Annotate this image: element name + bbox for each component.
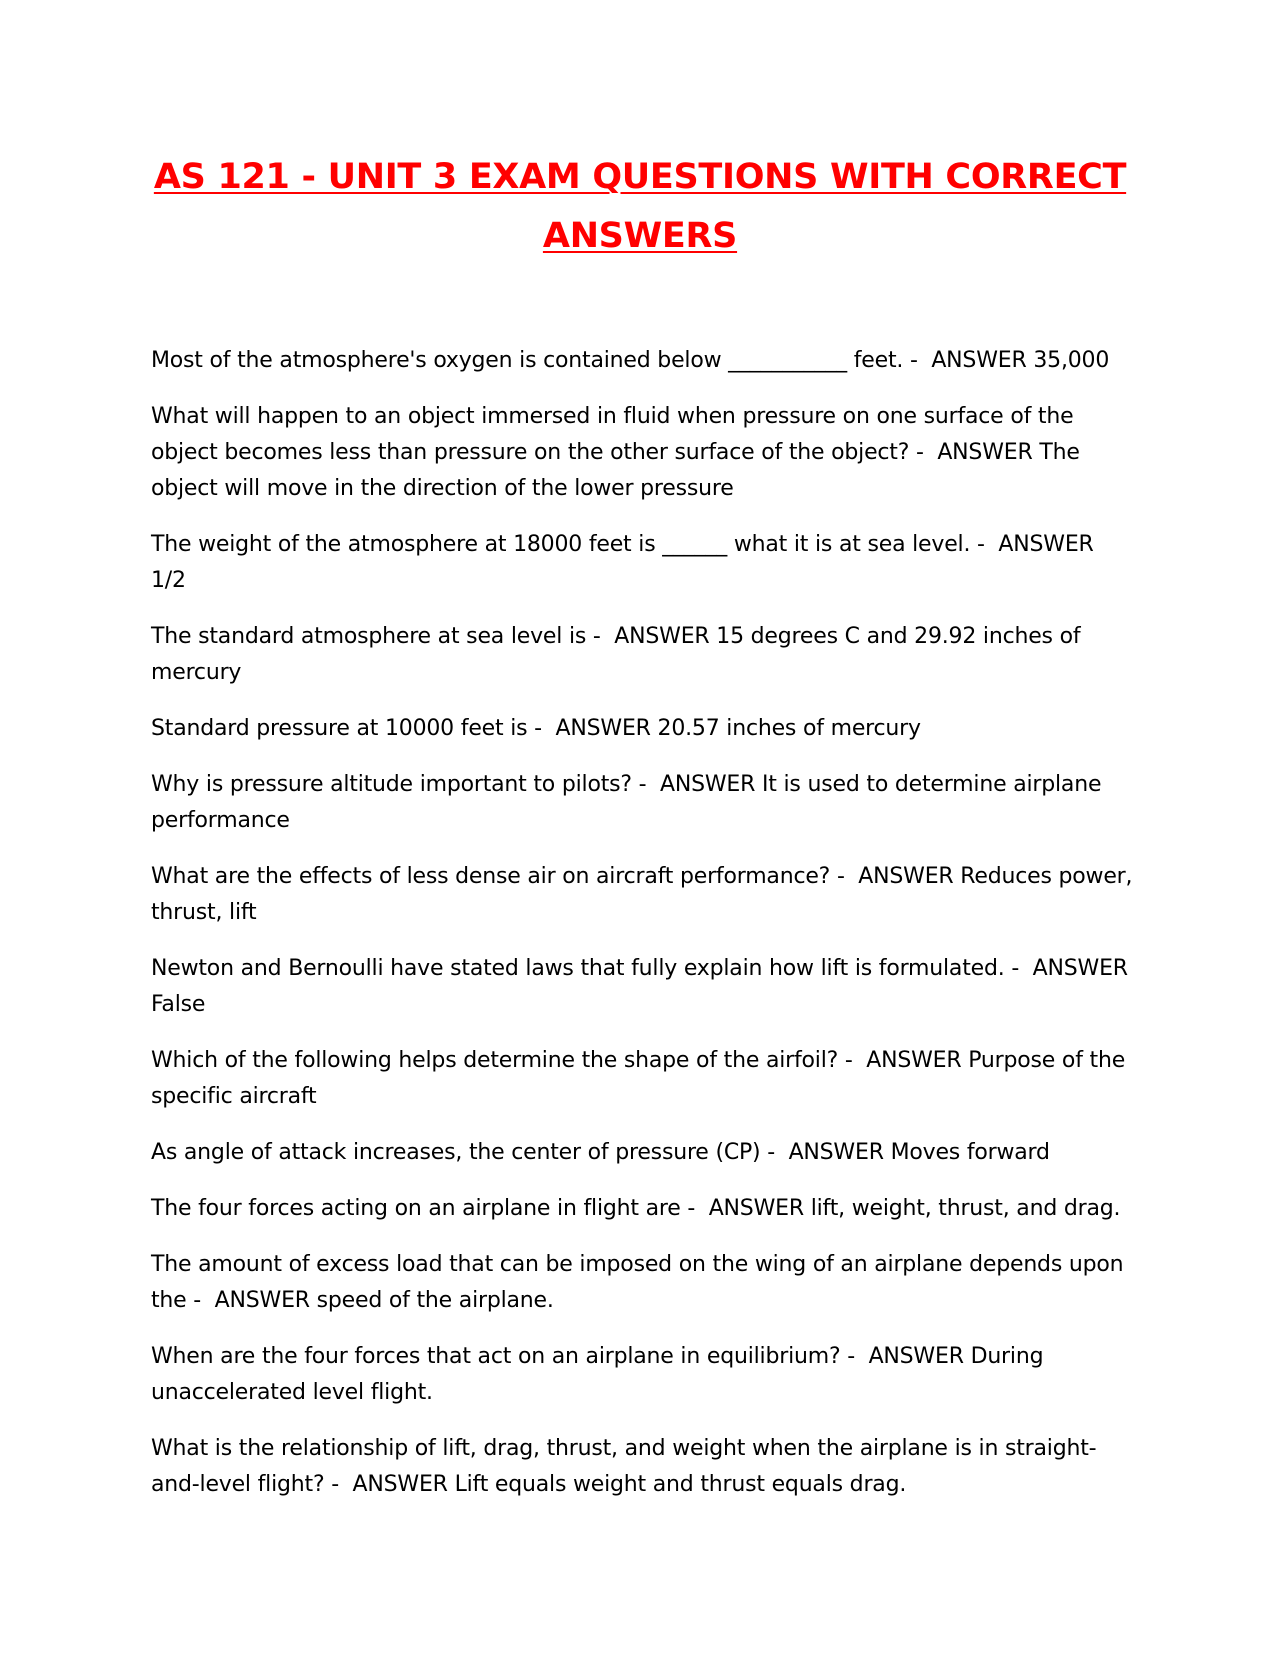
answer-text: During unaccelerated level flight.: [151, 1344, 1044, 1405]
answer-label: ANSWER: [866, 1048, 962, 1073]
question-text: Standard pressure at 10000 feet is -: [151, 716, 542, 741]
qa-item: [151, 711, 1133, 747]
qa-item: [151, 399, 1133, 507]
answer-label: ANSWER: [352, 1472, 448, 1497]
qa-item: [151, 1247, 1133, 1319]
answer-text: It is used to determine airplane performance: [151, 772, 1102, 833]
answer-label: ANSWER: [858, 864, 954, 889]
answer-label: ANSWER: [708, 1196, 804, 1221]
question-text: What is the relationship of lift, drag, thrust, and weight when the airplane is in straight-and-level flight? -: [151, 1436, 1097, 1497]
qa-item: [151, 1339, 1133, 1411]
answer-text: False: [151, 992, 206, 1017]
answer-label: ANSWER: [868, 1344, 964, 1369]
qa-item: [151, 619, 1133, 691]
answer-text: Reduces power, thrust, lift: [151, 864, 1133, 925]
question-text: Newton and Bernoulli have stated laws that fully explain how lift is formulated. -: [151, 956, 1020, 981]
answer-label: ANSWER: [937, 440, 1033, 465]
question-text: The amount of excess load that can be imposed on the wing of an airplane depends upon the -: [151, 1252, 1124, 1313]
question-text: The four forces acting on an airplane in flight are -: [151, 1196, 696, 1221]
qa-item: [151, 1043, 1133, 1115]
answer-text: Moves forward: [890, 1140, 1050, 1165]
question-text: What will happen to an object immersed in fluid when pressure on one surface of the object becomes less than pressure on the other surface of the object? -: [151, 404, 1074, 465]
qa-item: [151, 767, 1133, 839]
qa-item: [151, 859, 1133, 931]
answer-text: 15 degrees C and 29.92 inches of mercury: [151, 624, 1081, 685]
answer-label: ANSWER: [998, 532, 1094, 557]
answer-label: ANSWER: [660, 772, 756, 797]
question-text: Why is pressure altitude important to pilots? -: [151, 772, 647, 797]
answer-label: ANSWER: [788, 1140, 884, 1165]
question-text: Most of the atmosphere's oxygen is contained below ___________ feet. -: [151, 348, 918, 373]
answer-text: 20.57 inches of mercury: [657, 716, 921, 741]
qa-item: [151, 527, 1133, 599]
question-text: What are the effects of less dense air on aircraft performance? -: [151, 864, 845, 889]
question-text: The standard atmosphere at sea level is -: [151, 624, 601, 649]
answer-text: lift, weight, thrust, and drag.: [810, 1196, 1121, 1221]
answer-text: 1/2: [151, 568, 186, 593]
answer-text: 35,000: [1033, 348, 1110, 373]
document-title: AS 121 - UNIT 3 EXAM QUESTIONS WITH CORRECT ANSWERS: [153, 157, 1127, 256]
answer-label: ANSWER: [614, 624, 710, 649]
qa-list: [151, 343, 1133, 1523]
answer-label: ANSWER: [1032, 956, 1128, 981]
answer-text: Purpose of the specific aircraft: [151, 1048, 1126, 1109]
question-text: The weight of the atmosphere at 18000 feet is ______ what it is at sea level. -: [151, 532, 985, 557]
answer-label: ANSWER: [214, 1288, 310, 1313]
question-text: When are the four forces that act on an airplane in equilibrium? -: [151, 1344, 855, 1369]
question-text: As angle of attack increases, the center of pressure (CP) -: [151, 1140, 775, 1165]
qa-item: [151, 1431, 1133, 1503]
question-text: Which of the following helps determine the shape of the airfoil? -: [151, 1048, 853, 1073]
answer-text: The object will move in the direction of the lower pressure: [151, 440, 1080, 501]
qa-item: [151, 343, 1133, 379]
answer-text: Lift equals weight and thrust equals drag.: [454, 1472, 907, 1497]
answer-text: speed of the airplane.: [316, 1288, 554, 1313]
answer-label: ANSWER: [931, 348, 1027, 373]
answer-label: ANSWER: [555, 716, 651, 741]
qa-item: [151, 1135, 1133, 1171]
qa-item: [151, 1191, 1133, 1227]
qa-item: [151, 951, 1133, 1023]
